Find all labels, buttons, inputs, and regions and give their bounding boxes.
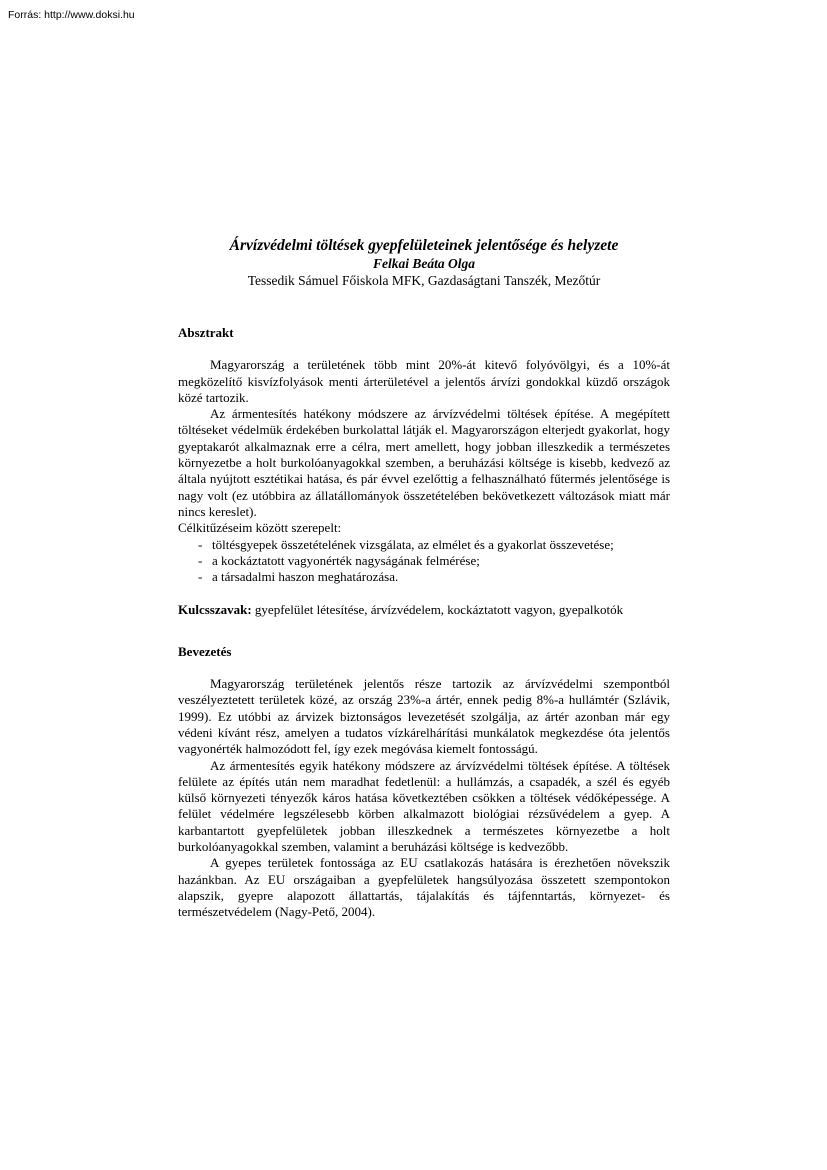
abstract-heading: Absztrakt: [178, 325, 234, 340]
list-dash: -: [198, 552, 203, 568]
goal-text: a kockáztatott vagyonérték nagyságának felmérése;: [212, 552, 480, 568]
goal-item: [198, 553, 670, 569]
title-block: [158, 236, 690, 289]
introduction-heading: Bevezetés: [178, 643, 232, 659]
author-name: Felkai Beáta Olga: [373, 256, 475, 271]
abstract-paragraph: Magyarország a területének több mint 20%-át kitevő folyóvölgyi, és a 10%-át megközelítő kisvízfolyások menti árterületével a jelentős árvízi gondokkal küzdő országok közé tartozik.: [178, 357, 670, 405]
goals-list: [178, 537, 670, 586]
abstract-paragraph: Az ármentesítés hatékony módszere az árvízvédelmi töltések építése. A megépített töltéseket védelmük érdekében burkolattal látják el. Magyarországon elterjedt gyakorlat, hogy gyeptakarót alkalmaznak erre a célra, mert amellett, hogy jobban illeszkedik a természetes környezetbe a holt burkolóanyagokkal szemben, a beruházási költsége is kisebb, kedvező az általa nyújtott esztétikai hatása, és pár évvel ezelőttig a felhasználható fűtermés jelentősége is nagy volt (ez utóbbira az állatállományok összetételében bekövetkezett változások miatt már nincs kereslet).: [178, 406, 670, 519]
source-note: Forrás: http://www.doksi.hu: [8, 9, 135, 21]
paper-page: [178, 236, 670, 921]
goal-text: töltésgyepek összetételének vizsgálata, az elmélet és a gyakorlat összevetése;: [212, 536, 614, 552]
introduction-paragraph: Az ármentesítés egyik hatékony módszere az árvízvédelmi töltések építése. A töltések felülete az építés után nem maradhat fedetlenül: a hullámzás, a csapadék, a szél és egyéb külső környezeti tényezők káros hatása következtében csökken a töltések védőképessége. A felület védelmére legszélesebb körben alkalmazott biológiai rézsűvédelem a gyep. A karbantartott gyepfelületek jobban illeszkednek a természetes környezetbe a holt burkolóanyagokkal szemben, valamint a beruházási költsége is kedvezőbb.: [178, 757, 670, 855]
introduction-body: [178, 676, 670, 920]
author-affiliation: Tessedik Sámuel Főiskola MFK, Gazdaságtani Tanszék, Mezőtúr: [247, 273, 601, 288]
goal-text: a társadalmi haszon meghatározása.: [212, 569, 399, 585]
paper-title: Árvízvédelmi töltések gyepfelületeinek jelentősége és helyzete: [229, 237, 619, 254]
goals-intro: Célkitűzéseim között szerepelt:: [178, 520, 342, 536]
list-dash: -: [198, 569, 203, 585]
keywords-line: [178, 602, 670, 618]
goal-item: [198, 537, 670, 553]
introduction-paragraph: A gyepes területek fontossága az EU csatlakozás hatására is érezhetően növekszik hazánkban. Az EU országaiban a gyepfelületek hangsúlyozása összetett szempontokon alapszik, gyepre alapozott állattartás, tájalakítás és tájfenntartás, környezet- és természetvédelem (Nagy-Pető, 2004).: [178, 855, 670, 920]
abstract-body: [178, 357, 670, 585]
goal-item: [198, 569, 670, 585]
list-dash: -: [198, 536, 203, 552]
keywords-text: gyepfelület létesítése, árvízvédelem, kockáztatott vagyon, gyepalkotók: [251, 602, 624, 618]
keywords-label: Kulcsszavak:: [178, 602, 252, 618]
introduction-paragraph: Magyarország területének jelentős része tartozik az árvízvédelmi szempontból veszélyeztetett területek közé, az ország 23%-a ártér, ennek pedig 8%-a hullámtér (Szlávik, 1999). Ez utóbbi az árvizek biztonságos levezetését szolgálja, az ártér azonban már egy védeni kívánt rész, amelyen a tudatos vízkárelhárítási munkálatok megkezdése óta jelentős vagyonérték halmozódott fel, így ezek megóvása kiemelt fontosságú.: [178, 676, 670, 757]
